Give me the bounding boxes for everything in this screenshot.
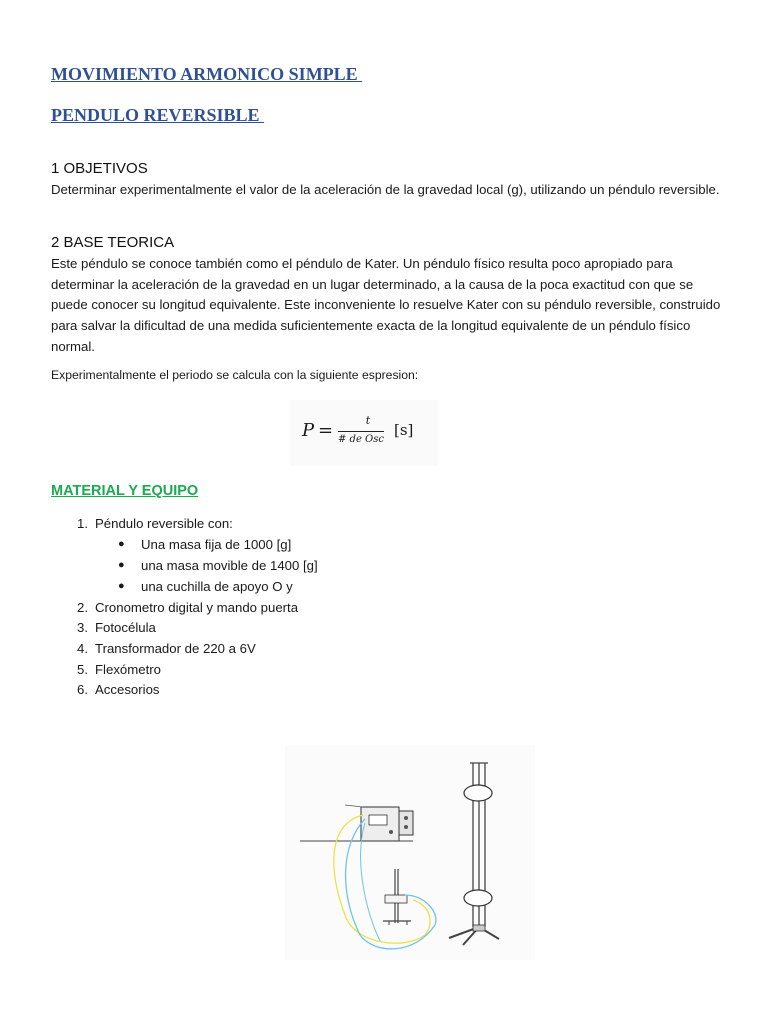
formula-fraction-bar <box>338 431 384 432</box>
apparatus-figure <box>285 745 535 960</box>
objetivos-text: Determinar experimentalmente el valor de la aceleración de la gravedad local (g), utilizando un péndulo reversible. <box>51 182 720 197</box>
figure-background <box>285 745 535 960</box>
objetivos-heading: 1 OBJETIVOS <box>51 160 148 177</box>
periodo-text: Experimentalmente el periodo se calcula con la siguiente espresion: <box>51 368 419 382</box>
base-teorica-text: Este péndulo se conoce también como el péndulo de Kater. Un péndulo físico resulta poco apropiado para determinar la aceleración de la gravedad en un lugar determinado, a la causa de la poca exactitud con que se puede conocer su longitud equivalente. Este inconveniente lo resuelve Kater con su péndulo reversible, construido para salvar la dificultad de una medida suficientemente exacta de la longitud equivalente de un péndulo físico normal. <box>51 256 721 354</box>
document-title: MOVIMIENTO ARMONICO SIMPLE <box>51 64 363 84</box>
formula-unit: [s] <box>394 421 414 439</box>
formula-lhs: P <box>302 420 315 441</box>
upper-mass <box>464 785 492 801</box>
formula-numerator: t <box>365 414 371 427</box>
document-subtitle: PENDULO REVERSIBLE <box>51 105 265 125</box>
formula-denominator: # de Osc <box>338 434 384 445</box>
lower-mass <box>464 890 492 906</box>
period-formula <box>290 400 438 466</box>
formula-equals: = <box>318 420 334 441</box>
material-heading: MATERIAL Y EQUIPO <box>51 483 199 499</box>
pendulum-apparatus-illustration <box>285 745 535 960</box>
base-teorica-heading: 2 BASE TEORICA <box>51 234 175 251</box>
